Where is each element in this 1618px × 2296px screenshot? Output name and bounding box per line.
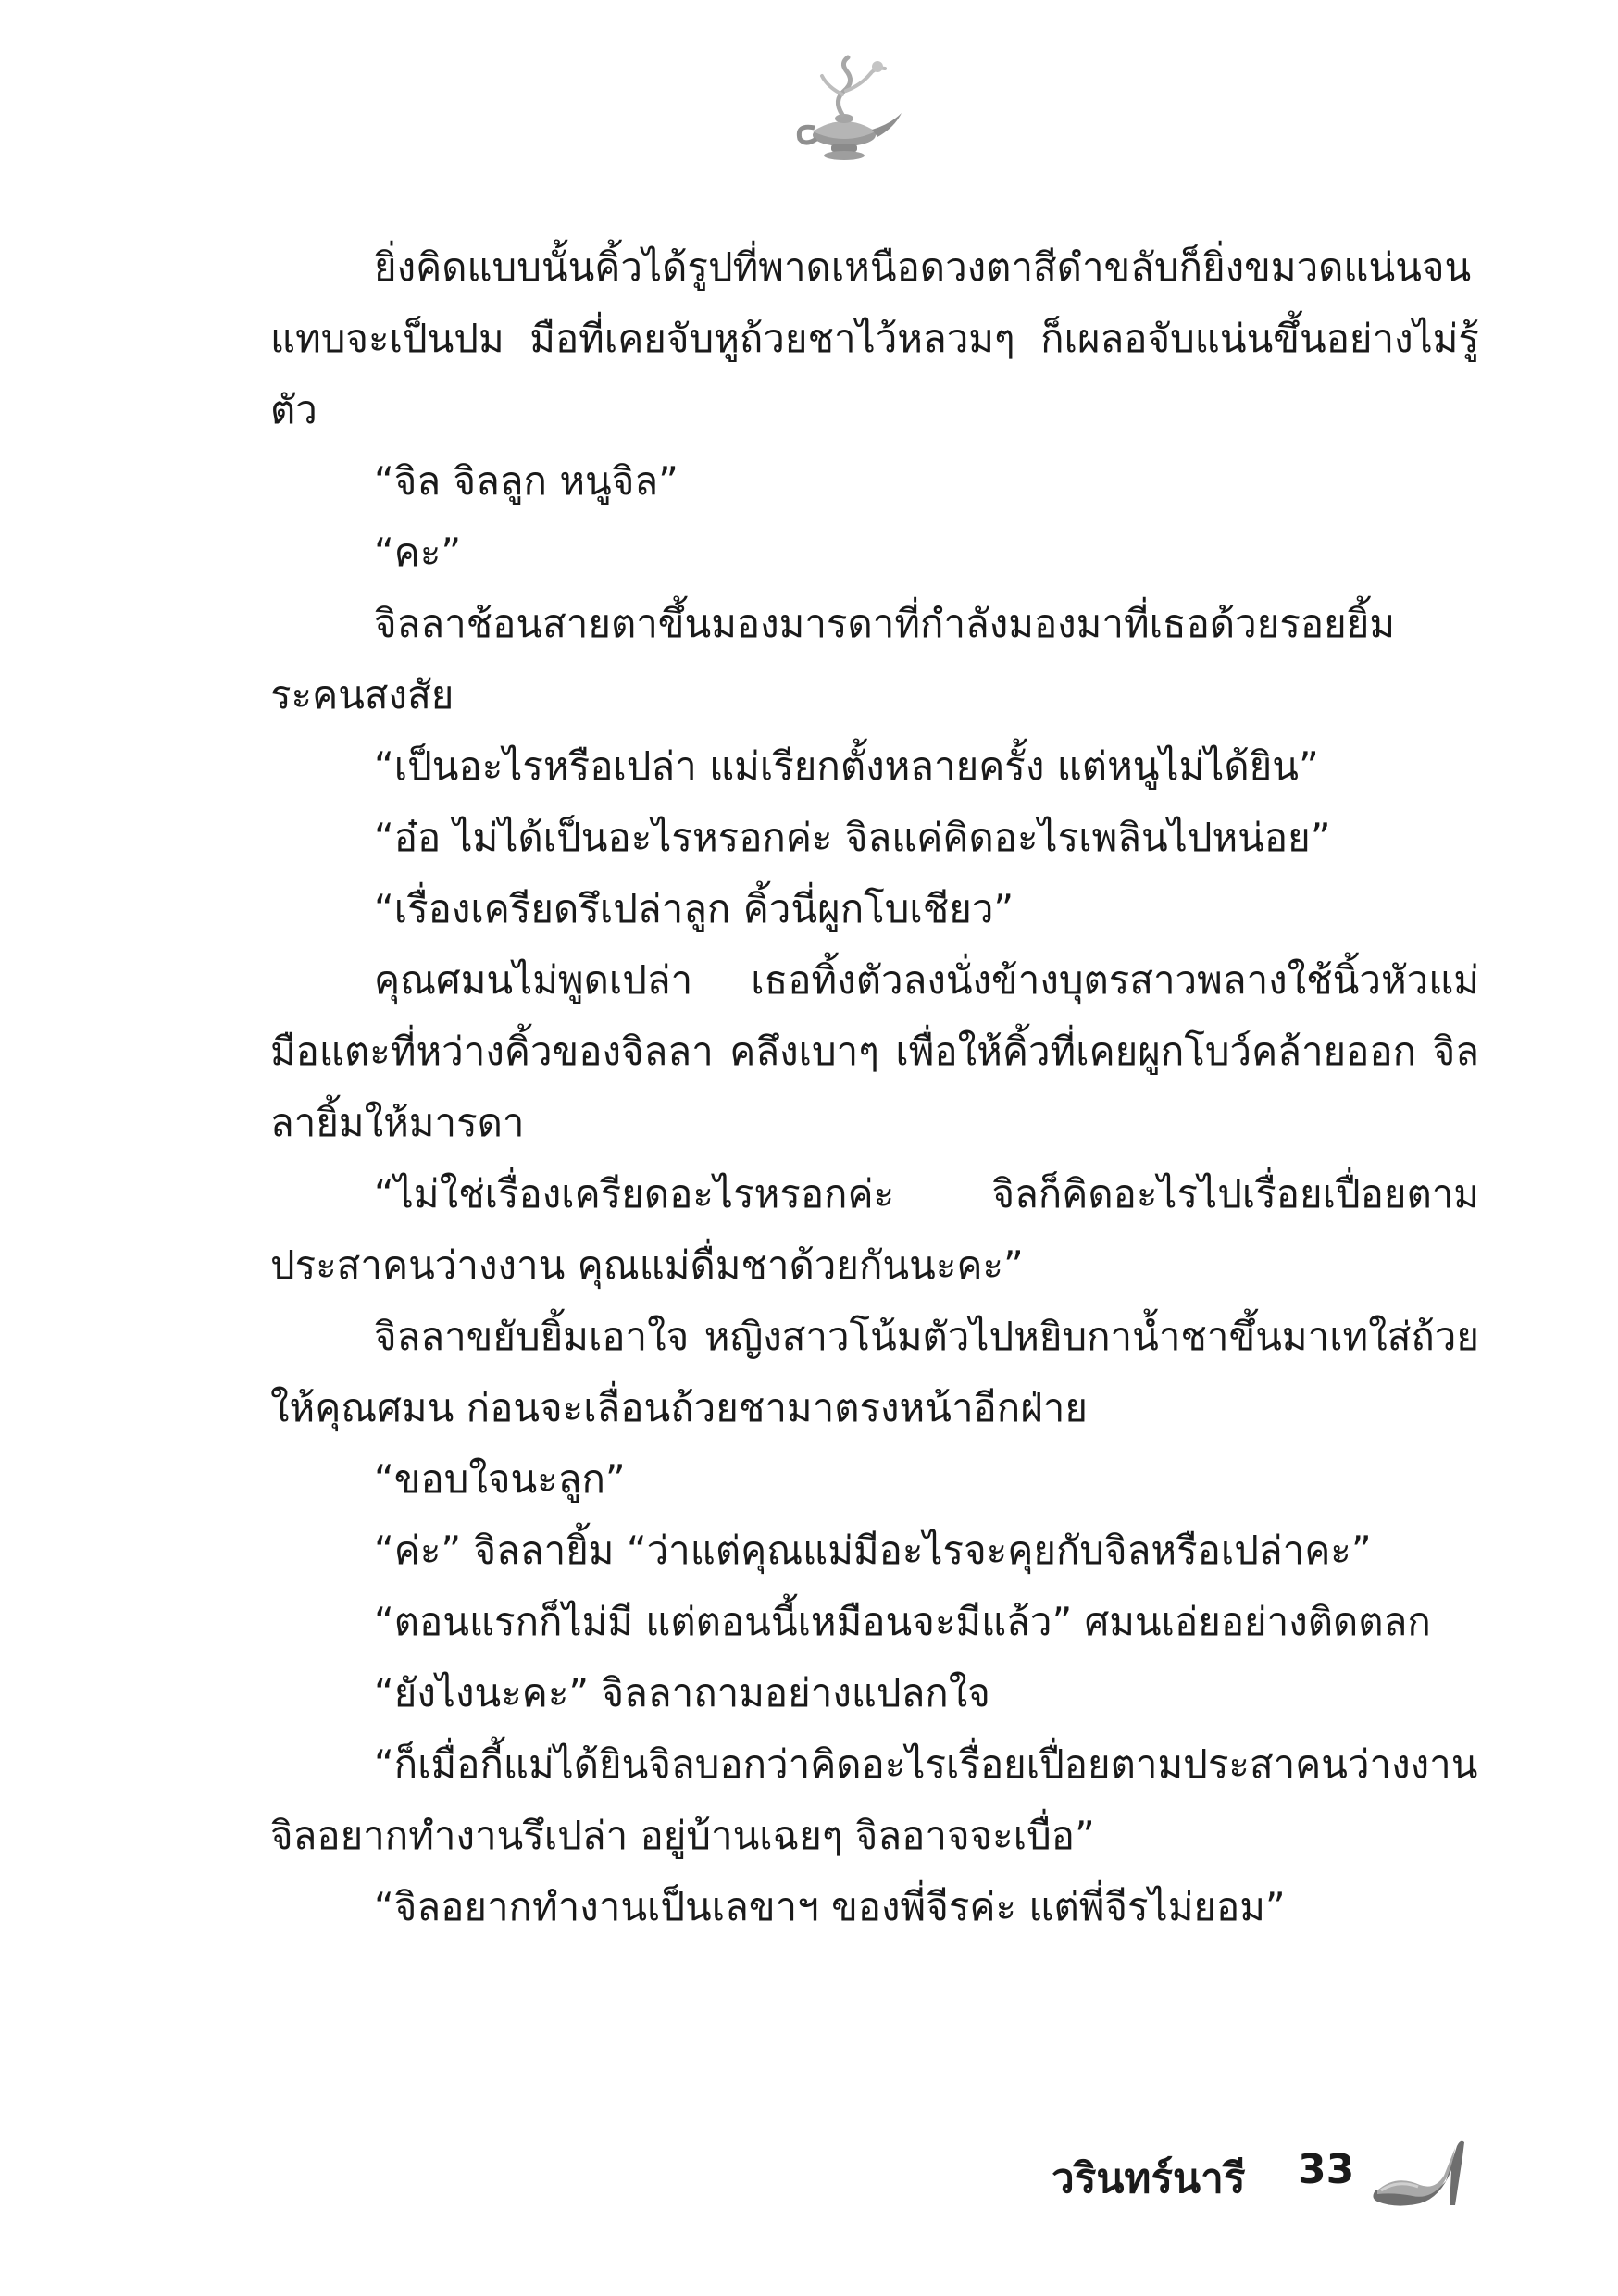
- paragraph: “ค่ะ” จิลลายิ้ม “ว่าแต่คุณแม่มีอะไรจะคุยกับจิลหรือเปล่าคะ”: [374, 1528, 1372, 1573]
- paragraph: “เรื่องเครียดรึเปล่าลูก คิ้วนี่ผูกโบเชียว”: [374, 886, 1014, 931]
- paragraph: “ตอนแรกก็ไม่มี แต่ตอนนี้เหมือนจะมีแล้ว” ศมนเอ่ยอย่างติดตลก: [374, 1599, 1431, 1644]
- paragraph: “ก็เมื่อกี้แม่ได้ยินจิลบอกว่าคิดอะไรเรื่อยเปื่อยตามประสาคนว่างงาน จิลอยากทำงานรึเปล่า อยู่บ้านเฉยๆ จิลอาจจะเบื่อ”: [270, 1741, 1478, 1858]
- paragraph: จิลลาขยับยิ้มเอาใจ หญิงสาวโน้มตัวไปหยิบกาน้ำชาขึ้นมาเทใส่ถ้วยให้คุณศมน ก่อนจะเลื่อนถ้วยชามาตรงหน้าอีกฝ่าย: [270, 1314, 1479, 1430]
- paragraph: จิลลาช้อนสายตาขึ้นมองมารดาที่กำลังมองมาที่เธอด้วยรอยยิ้มระคนสงสัย: [270, 601, 1396, 718]
- paragraph: “อ๋อ ไม่ได้เป็นอะไรหรอกค่ะ จิลแค่คิดอะไรเพลินไปหน่อย”: [374, 815, 1331, 860]
- genie-lamp-icon: [787, 54, 907, 165]
- paragraph: “คะ”: [374, 530, 462, 575]
- paragraph: ยิ่งคิดแบบนั้นคิ้วได้รูปที่พาดเหนือดวงตาสีดำขลับก็ยิ่งขมวดแน่นจนแทบจะเป็นปม มือที่เคยจับหูถ้วยชาไว้หลวมๆ ก็เผลอจับแน่นขึ้นอย่างไม่รู้ตัว: [270, 244, 1479, 432]
- high-heel-shoe-icon: [1368, 2129, 1470, 2213]
- paragraph: “ไม่ใช่เรื่องเครียดอะไรหรอกค่ะ จิลก็คิดอะไรไปเรื่อยเปื่อยตามประสาคนว่างงาน คุณแม่ดื่มชาด้วยกันนะคะ”: [270, 1171, 1479, 1288]
- paragraph: “จิล จิลลูก หนูจิล”: [374, 458, 678, 504]
- paragraph: คุณศมนไม่พูดเปล่า เธอทิ้งตัวลงนั่งข้างบุตรสาวพลางใช้นิ้วหัวแม่มือแตะที่หว่างคิ้วของจิลลา คลึงเบาๆ เพื่อให้คิ้วที่เคยผูกโบว์คล้ายออก จิลลายิ้มให้มารดา: [270, 957, 1479, 1145]
- page-number: 33: [1298, 2146, 1355, 2193]
- paragraph: “เป็นอะไรหรือเปล่า แม่เรียกตั้งหลายครั้ง แต่หนูไม่ได้ยิน”: [374, 743, 1319, 789]
- body-text: [270, 231, 1479, 1942]
- paragraph: “ยังไงนะคะ” จิลลาถามอย่างแปลกใจ: [374, 1670, 990, 1716]
- page-footer: [1037, 2129, 1481, 2222]
- paragraph: “ขอบใจนะลูก”: [374, 1456, 626, 1502]
- running-title: วรินทร์นารี: [1052, 2155, 1246, 2202]
- paragraph: “จิลอยากทำงานเป็นเลขาฯ ของพี่จีรค่ะ แต่พี่จีรไม่ยอม”: [374, 1884, 1286, 1929]
